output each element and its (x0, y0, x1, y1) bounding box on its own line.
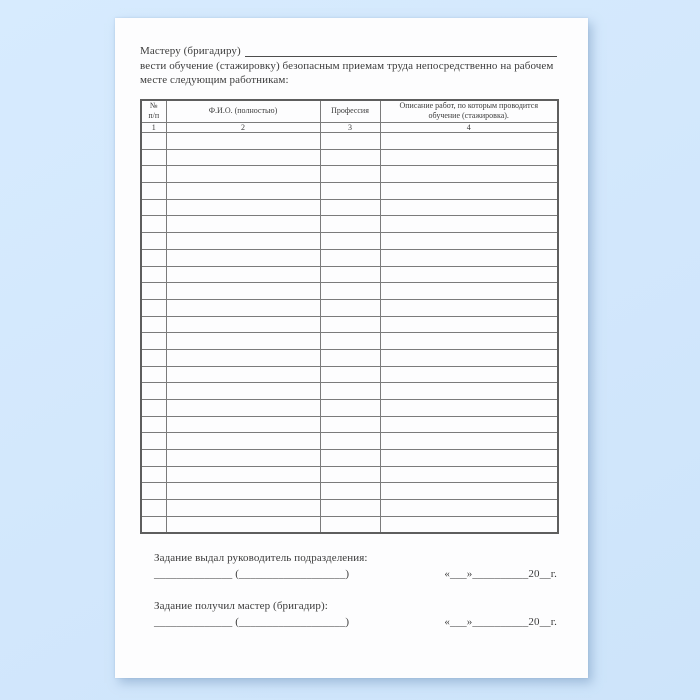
empty-cell (320, 466, 380, 483)
empty-cell (141, 516, 166, 533)
empty-cell (166, 500, 320, 517)
empty-cell (320, 149, 380, 166)
table-row (141, 266, 558, 283)
empty-cell (166, 166, 320, 183)
empty-cell (166, 466, 320, 483)
issued-block (154, 551, 557, 582)
table-head (141, 100, 558, 133)
empty-cell (141, 233, 166, 250)
col-header-profession: Профессия (320, 100, 380, 123)
empty-cell (141, 466, 166, 483)
table-row (141, 133, 558, 150)
column-number-1: 1 (141, 123, 166, 133)
empty-cell (166, 516, 320, 533)
column-number-4: 4 (380, 123, 558, 133)
table-row (141, 316, 558, 333)
empty-cell (141, 383, 166, 400)
addressee-label: Мастеру (бригадиру) (140, 45, 241, 57)
header-text-line-3: месте следующим работникам: (140, 74, 289, 86)
table-row (141, 166, 558, 183)
empty-cell (141, 149, 166, 166)
empty-cell (320, 299, 380, 316)
table-row (141, 283, 558, 300)
empty-cell (141, 316, 166, 333)
empty-cell (320, 400, 380, 417)
table-row (141, 199, 558, 216)
empty-cell (380, 450, 558, 467)
empty-cell (166, 450, 320, 467)
page-content (140, 18, 557, 630)
table-row (141, 333, 558, 350)
empty-cell (166, 299, 320, 316)
empty-cell (141, 500, 166, 517)
issued-date-line: «___»__________20__г. (444, 568, 557, 580)
empty-cell (380, 149, 558, 166)
empty-cell (380, 233, 558, 250)
empty-cell (141, 400, 166, 417)
issued-signature-row (154, 567, 557, 582)
empty-cell (380, 433, 558, 450)
empty-cell (380, 500, 558, 517)
addressee-line (140, 44, 557, 59)
empty-cell (166, 199, 320, 216)
empty-cell (166, 316, 320, 333)
empty-cell (320, 216, 380, 233)
col-header-num-line1: № (149, 100, 158, 110)
col-header-work (380, 100, 558, 123)
empty-cell (320, 366, 380, 383)
empty-cell (166, 149, 320, 166)
empty-cell (141, 299, 166, 316)
table-row (141, 349, 558, 366)
col-header-num-line2: п/п (148, 111, 160, 121)
table-row (141, 416, 558, 433)
empty-cell (141, 366, 166, 383)
table-row (141, 249, 558, 266)
empty-cell (320, 516, 380, 533)
issued-signature-line: ______________ (___________________) (154, 568, 350, 580)
issued-label: Задание выдал руководитель подразделения: (154, 552, 368, 564)
empty-cell (166, 216, 320, 233)
empty-cell (141, 133, 166, 150)
empty-cell (380, 316, 558, 333)
empty-cell (166, 133, 320, 150)
empty-cell (380, 333, 558, 350)
empty-cell (166, 416, 320, 433)
empty-cell (320, 266, 380, 283)
col-header-work-line1: Описание работ, по которым проводится (399, 100, 538, 110)
empty-cell (320, 450, 380, 467)
empty-cell (166, 349, 320, 366)
col-header-work-line2: обучение (стажировка). (428, 111, 509, 121)
empty-cell (320, 283, 380, 300)
empty-cell (380, 516, 558, 533)
empty-cell (141, 283, 166, 300)
empty-cell (166, 333, 320, 350)
table-row (141, 233, 558, 250)
table-row (141, 299, 558, 316)
table-row (141, 400, 558, 417)
signature-area (154, 551, 557, 630)
document-header (140, 44, 557, 88)
empty-cell (320, 166, 380, 183)
empty-cell (380, 249, 558, 266)
table-header-row (141, 100, 558, 123)
empty-cell (380, 199, 558, 216)
empty-cell (380, 366, 558, 383)
empty-cell (380, 416, 558, 433)
empty-cell (320, 383, 380, 400)
empty-cell (141, 166, 166, 183)
empty-cell (141, 450, 166, 467)
empty-cell (320, 133, 380, 150)
empty-cell (320, 433, 380, 450)
empty-cell (380, 349, 558, 366)
empty-cell (166, 433, 320, 450)
empty-cell (320, 349, 380, 366)
received-date-line: «___»__________20__г. (444, 616, 557, 628)
table-row (141, 516, 558, 533)
table-row (141, 183, 558, 200)
empty-cell (380, 183, 558, 200)
empty-cell (320, 500, 380, 517)
empty-cell (380, 466, 558, 483)
empty-cell (320, 416, 380, 433)
empty-cell (166, 266, 320, 283)
table-row (141, 149, 558, 166)
empty-cell (380, 483, 558, 500)
empty-cell (320, 249, 380, 266)
empty-cell (320, 316, 380, 333)
empty-cell (166, 233, 320, 250)
column-number-2: 2 (166, 123, 320, 133)
received-label: Задание получил мастер (бригадир): (154, 600, 328, 612)
column-number-3: 3 (320, 123, 380, 133)
empty-cell (141, 249, 166, 266)
empty-cell (380, 166, 558, 183)
table-row (141, 466, 558, 483)
empty-cell (380, 383, 558, 400)
workers-table (140, 99, 559, 535)
empty-cell (166, 366, 320, 383)
empty-cell (380, 400, 558, 417)
empty-cell (380, 283, 558, 300)
empty-cell (380, 266, 558, 283)
empty-cell (320, 333, 380, 350)
empty-cell (141, 199, 166, 216)
empty-cell (166, 183, 320, 200)
empty-cell (141, 349, 166, 366)
table-row (141, 383, 558, 400)
column-numbers-row (141, 123, 558, 133)
empty-cell (320, 483, 380, 500)
col-header-fio: Ф.И.О. (полностью) (166, 100, 320, 123)
addressee-blank-line (245, 56, 557, 57)
empty-cell (141, 183, 166, 200)
table-row (141, 450, 558, 467)
empty-cell (141, 483, 166, 500)
empty-cell (141, 333, 166, 350)
received-signature-row (154, 615, 557, 630)
table-row (141, 483, 558, 500)
table-row (141, 216, 558, 233)
received-signature-line: ______________ (___________________) (154, 616, 350, 628)
empty-cell (166, 249, 320, 266)
empty-cell (380, 133, 558, 150)
document-page (115, 18, 588, 678)
empty-cell (166, 400, 320, 417)
empty-cell (141, 216, 166, 233)
empty-cell (166, 483, 320, 500)
table-row (141, 500, 558, 517)
empty-cell (141, 433, 166, 450)
header-text-line-2: вести обучение (стажировку) безопасным приемам труда непосредственно на рабочем (140, 59, 554, 72)
empty-cell (141, 416, 166, 433)
empty-cell (166, 283, 320, 300)
empty-cell (320, 199, 380, 216)
col-header-num (141, 100, 166, 123)
table-empty-rows (141, 133, 558, 534)
empty-cell (320, 183, 380, 200)
table-row (141, 433, 558, 450)
empty-cell (141, 266, 166, 283)
empty-cell (166, 383, 320, 400)
empty-cell (380, 216, 558, 233)
table-row (141, 366, 558, 383)
received-block (154, 599, 557, 630)
empty-cell (320, 233, 380, 250)
empty-cell (380, 299, 558, 316)
